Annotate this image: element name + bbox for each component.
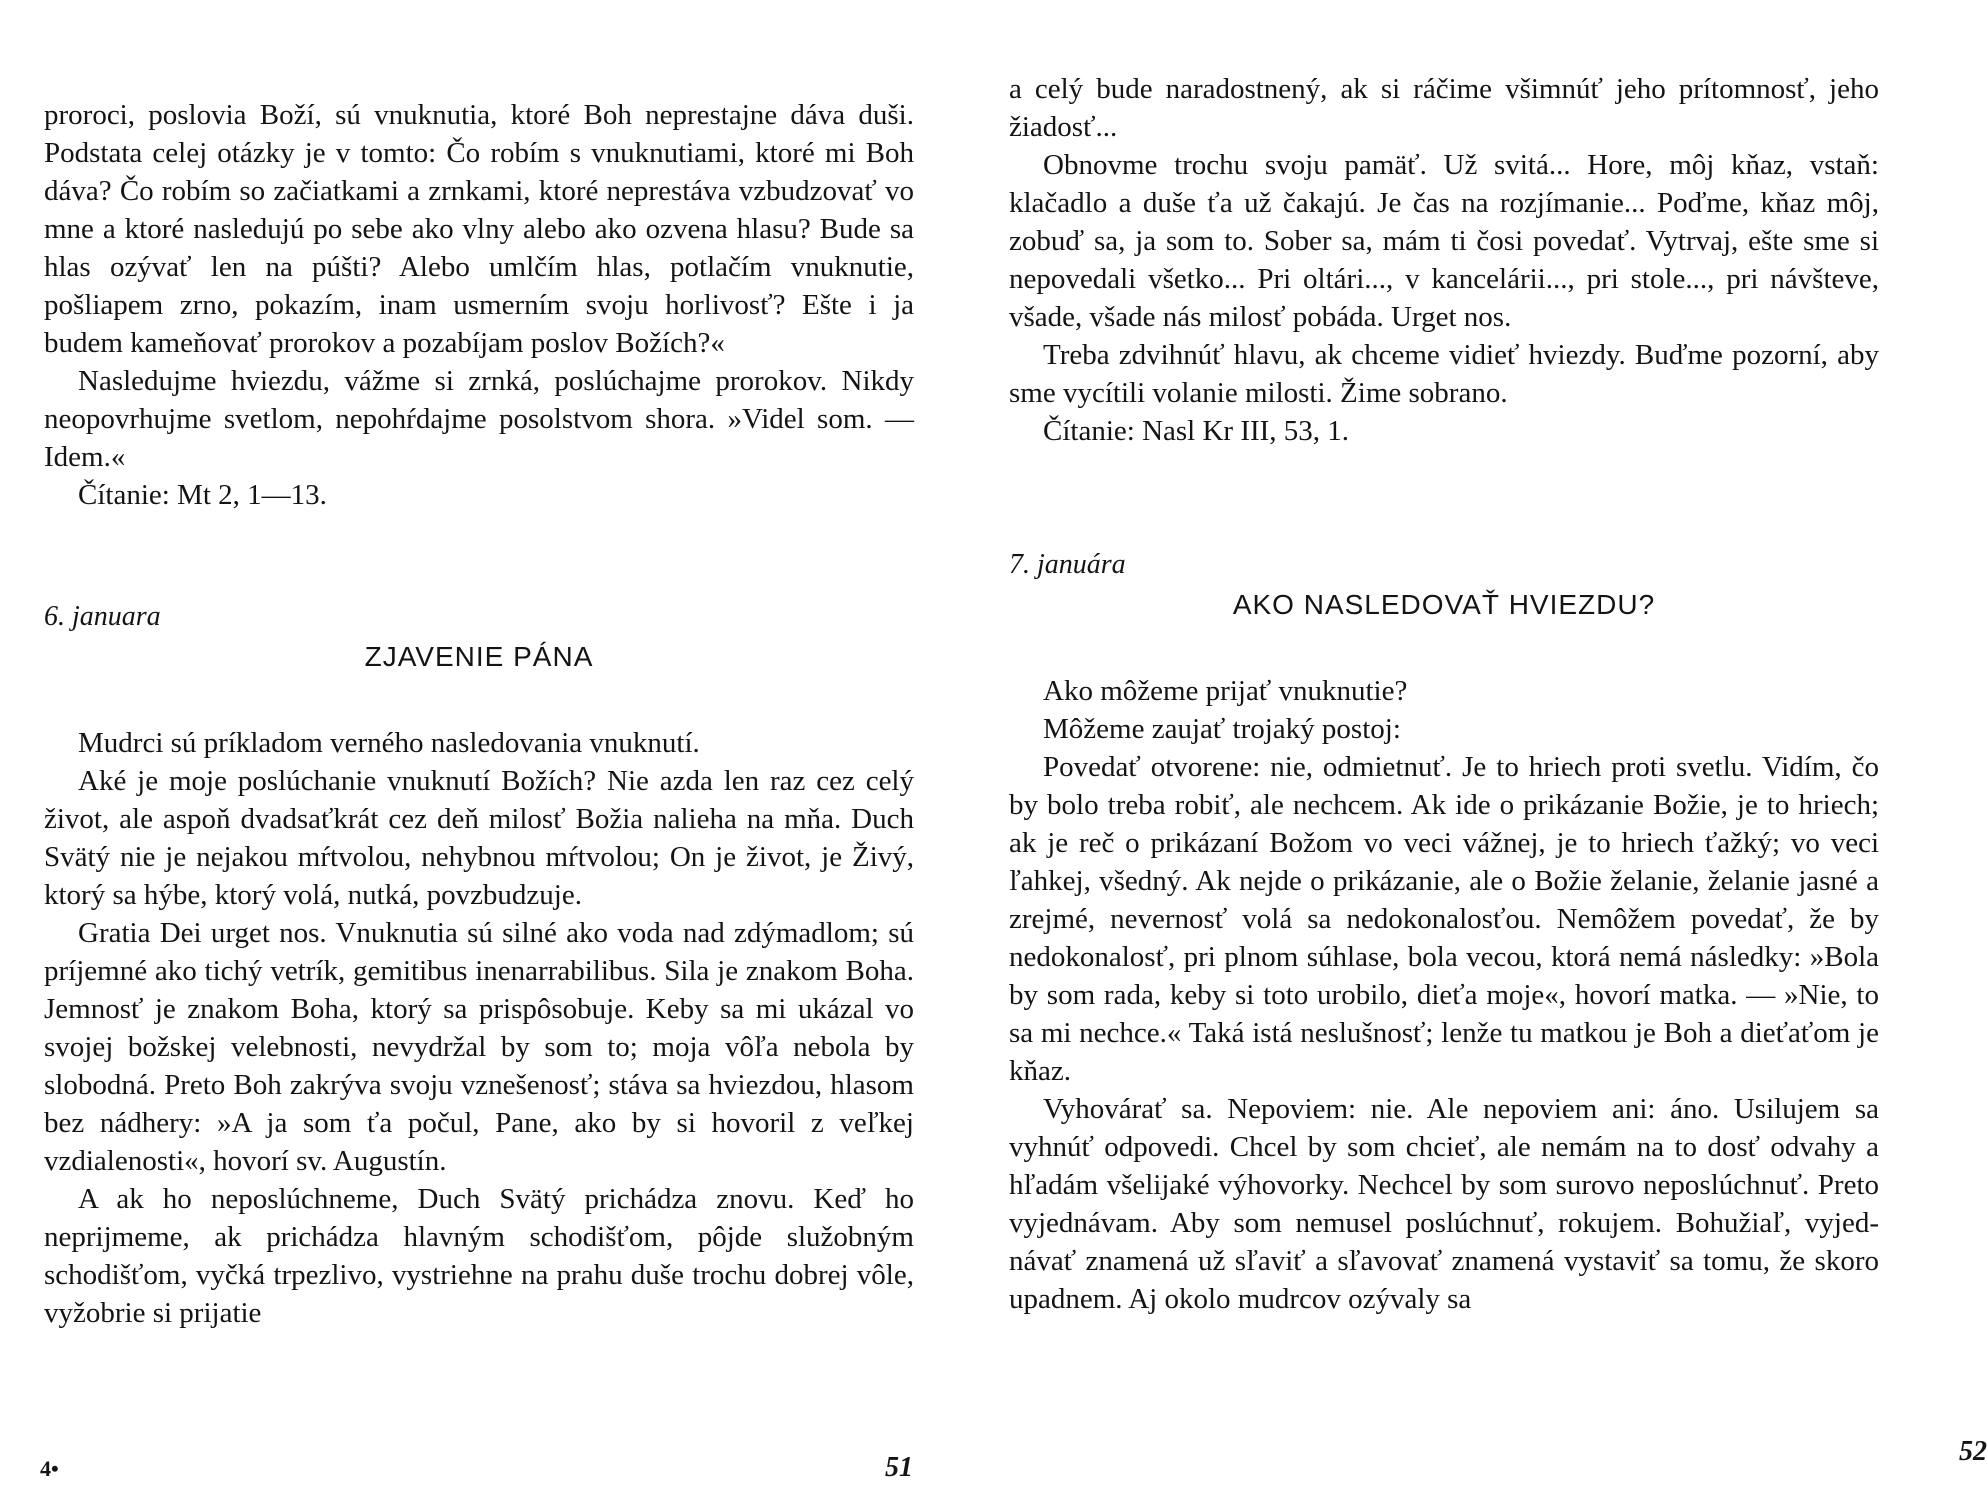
reading-reference: Čítanie: Mt 2, 1—13. <box>78 479 327 511</box>
right-text-top <box>1009 70 1879 450</box>
right-page <box>953 0 1987 1500</box>
paragraph: Treba zdvihnúť hlavu, ak chceme vidieť hviezdy. Buďme pozorní, aby sme vycítili volanie milosti. Žime sobrano. <box>1009 339 1879 409</box>
paragraph: Povedať otvorene: nie, odmietnuť. Je to hriech proti svetlu. Vidím, čo by bolo treba robiť, ale nechcem. Ak ide o prikázanie Božie, je to hriech; ak je reč o prikázaní Božom vo veci vážnej, je to hriech ťažký; vo veci ľahkej, všedný. Ak nejde o prikázanie, ale o Božie želanie, želanie jasné a zrejmé, nevernosť volá sa nedokonalosťou. Nemôžem povedať, že by nedokonalosť, pri plnom súhlase, bola vecou, ktorá nemá následky: »Bola by som rada, keby si toto urobilo, dieťa moje«, hovorí matka. — »Nie, to sa mi nechce.« Taká istá neslušnosť; lenže tu matkou je Boh a dieťaťom je kňaz. <box>1009 751 1879 1087</box>
paragraph: Môžeme zaujať trojaký postoj: <box>1043 713 1401 745</box>
paragraph: Ako môžeme prijať vnuknutie? <box>1043 675 1408 707</box>
left-section <box>44 598 914 1332</box>
paragraph: Mudrci sú príkladom verného nasledovania vnuknutí. <box>78 727 700 759</box>
chapter-title: AKO NASLEDOVAŤ HVIEZDU? <box>1232 589 1656 620</box>
date-heading: 7. januára <box>1009 549 1126 580</box>
paragraph: A ak ho neposlúchneme, Duch Svätý prichádza znovu. Keď ho neprijmeme, ak prichádza hlavným schodišťom, pôjde služobným schodišťom, vyčká trpezlivo, vystriehne na prahu duše trochu dobrej vôle, vyžobrie si prijatie <box>44 1183 914 1329</box>
chapter-title: ZJAVENIE PÁNA <box>364 641 594 672</box>
paragraph: proroci, poslovia Boží, sú vnuknutia, ktoré Boh neprestajne dáva duši. Podstata celej otázky je v tomto: Čo robím s vnuknutiami, ktoré mi Boh dáva? Čo robím so začiatkami a zrnkami, ktoré neprestáva vzbudzovať vo mne a ktoré nasledujú po sebe ako vlny alebo ako ozvena hlasu? Bude sa hlas ozývať len na púšti? Alebo umlčím hlas, potlačím vnuknutie, pošliapem zrno, pokazím, inam usmerním svoju horlivosť? Ešte i ja budem kameňovať prorokov a pozabíjam poslov Božích?« <box>44 99 914 359</box>
paragraph: Aké je moje poslúchanie vnuknutí Božích? Nie azda len raz cez celý život, ale aspoň dvadsaťkrát cez deň milosť Božia nalieha na mňa. Duch Svätý nie je nejakou mŕtvolou, nehybnou mŕtvolou; On je život, je Živý, ktorý sa hýbe, ktorý volá, nutká, povzbudzuje. <box>44 765 914 911</box>
paragraph: Nasledujme hviezdu, vážme si zrnká, poslúchajme prorokov. Nikdy neopovrhujme svetlom, nepohŕdajme posolstvom shora. »Videl som. — Idem.« <box>44 365 914 473</box>
page-number: 51 <box>885 1452 913 1483</box>
paragraph: Obnovme trochu svoju pamäť. Už svitá... Hore, môj kňaz, vstaň: klačadlo a duše ťa už čakajú. Je čas na rozjímanie... Poďme, kňaz môj, zobuď sa, ja som to. Sober sa, mám ti čosi povedať. Vytrvaj, ešte sme si nepovedali všetko... Pri oltári..., v kancelárii..., pri stole..., pri návšteve, všade, všade nás milosť pobáda. Urget nos. <box>1009 149 1879 333</box>
signature-mark: 4• <box>40 1456 59 1481</box>
left-page <box>0 0 953 1500</box>
right-section <box>1009 546 1879 1318</box>
left-text-top <box>44 96 914 514</box>
paragraph: a celý bude naradostnený, ak si ráčime všimnúť jeho prítomnosť, jeho žiadosť... <box>1009 73 1879 143</box>
page-number: 52 <box>1959 1436 1987 1467</box>
paragraph: Vyhovárať sa. Nepoviem: nie. Ale nepoviem ani: áno. Usilujem sa vyhnúť odpovedi. Chcel by som chcieť, ale nemám na to dosť odvahy a hľadám všelijaké výhovorky. Nechcel by som surovo neposlúchnuť. Preto vyjednávam. Aby som nemusel poslúchnuť, rokujem. Bohužiaľ, vyjednávať znamená už sľaviť a sľavovať znamená vystaviť sa tomu, že skoro upadnem. Aj okolo mudrcov ozývaly sa <box>1009 1093 1879 1315</box>
paragraph: Gratia Dei urget nos. Vnuknutia sú silné ako voda nad zdýmadlom; sú príjemné ako tichý vetrík, gemitibus inenarrabilibus. Sila je znakom Boha. Jemnosť je znakom Boha, ktorý sa prispôsobuje. Keby sa mi ukázal vo svojej božskej velebnosti, nevydržal by som to; moja vôľa nebola by slobodná. Preto Boh zakrýva svoju vznešenosť; stáva sa hviezdou, hlasom bez nádhery: »A ja som ťa počul, Pane, ako by si hovoril z veľkej vzdialenosti«, hovorí sv. Augustín. <box>44 917 914 1177</box>
reading-reference: Čítanie: Nasl Kr III, 53, 1. <box>1043 415 1350 447</box>
date-heading: 6. januara <box>44 601 161 632</box>
